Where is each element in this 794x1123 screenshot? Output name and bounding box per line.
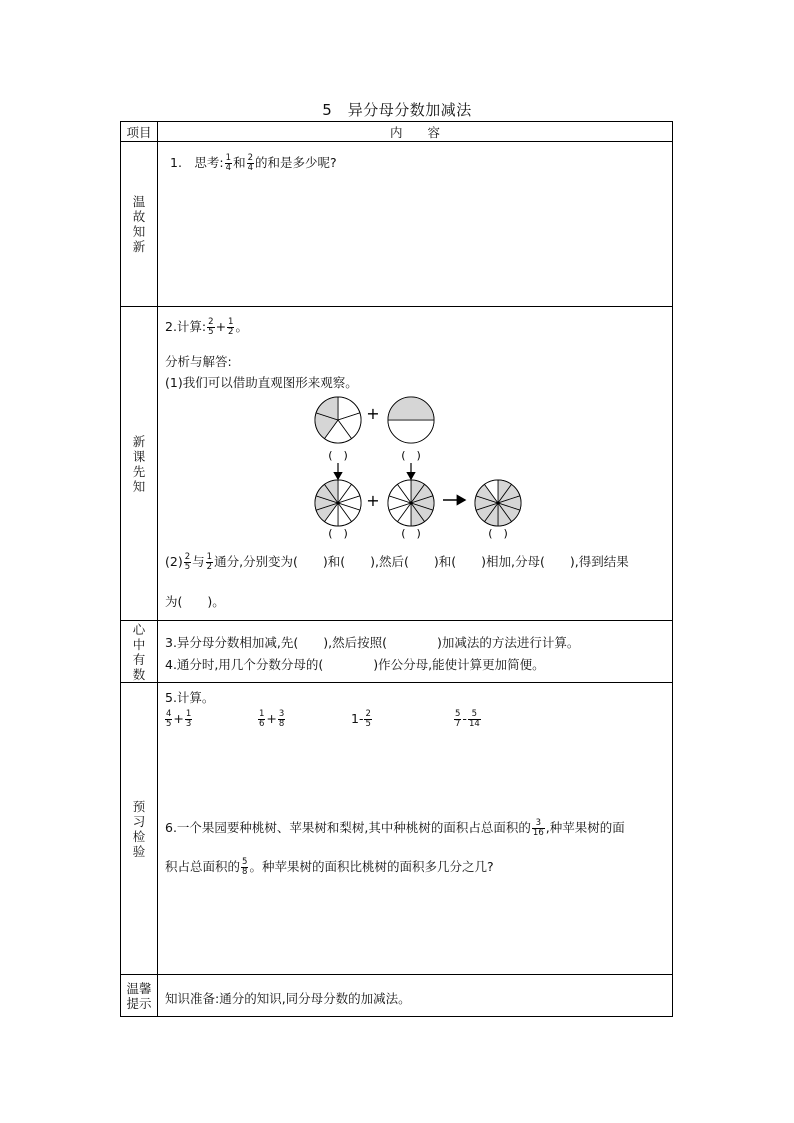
- exercise-1: $\frac{4}{5}$ + $\frac{1}{3}$: [166, 709, 192, 729]
- question-3: 3.异分母分数相加减,先( ),然后按照( )加减法的方法进行计算。: [165, 635, 580, 650]
- new-lesson-cell: [158, 307, 673, 621]
- circle-halves: [388, 397, 434, 443]
- step-1: (1)我们可以借助直观图形来观察。: [165, 375, 358, 390]
- circle-tenths-result: [475, 480, 521, 526]
- exercise-4: $\frac{5}{7}$ - $\frac{5}{14}$: [455, 709, 480, 729]
- blank-top-left: ( ): [328, 449, 348, 462]
- exercise-2: $\frac{1}{6}$ + $\frac{3}{8}$: [259, 709, 285, 729]
- tip-cell: [158, 975, 673, 1017]
- blank-bottom-3: ( ): [488, 527, 508, 540]
- preview-cell: [158, 683, 673, 975]
- question-1: 1. 思考: $\frac{1}{4}$ 和 $\frac{2}{4}$ 的和是多少呢?: [170, 153, 337, 173]
- question-6-line-2: 积占总面积的 $\frac{5}{8}$ 。种苹果树的面积比桃树的面积多几分之几?: [165, 857, 494, 877]
- fraction-circle-diagram: [158, 391, 675, 541]
- circle-tenths-2: [388, 480, 434, 526]
- exercise-3: 1- $\frac{2}{5}$: [351, 709, 371, 729]
- tip-text: 知识准备:通分的知识,同分母分数的加减法。: [165, 991, 411, 1006]
- mind-cell: [158, 621, 673, 683]
- circle-fifths: [315, 397, 361, 443]
- header-content: 内 容: [158, 122, 673, 142]
- label-tip: 温馨提示: [121, 975, 158, 1017]
- label-preview: 预习检验: [121, 683, 158, 975]
- fraction: $\frac{1}{2}$: [206, 552, 213, 572]
- sector: [388, 420, 434, 443]
- review-cell: [158, 142, 673, 307]
- question-6: 6.一个果园要种桃树、苹果树和梨树,其中种桃树的面积占总面积的 $\frac{3}{16}$ ,种苹果树的面: [165, 818, 625, 838]
- analysis-title: 分析与解答:: [165, 354, 232, 369]
- question-2: 2.计算: $\frac{2}{5}$ + $\frac{1}{2}$ 。: [165, 317, 248, 337]
- blank-bottom-1: ( ): [328, 527, 348, 540]
- question-5: 5.计算。: [165, 690, 215, 705]
- fraction: $\frac{1}{2}$: [228, 317, 234, 337]
- blank-top-right: ( ): [401, 449, 421, 462]
- plus-sign-top: +: [366, 404, 380, 423]
- worksheet-table: [120, 121, 673, 1017]
- label-review: 温故知新: [121, 142, 158, 307]
- circle-tenths-1: [315, 480, 361, 526]
- fraction: $\frac{2}{5}$: [184, 552, 191, 572]
- step-2: (2) $\frac{2}{5}$ 与 $\frac{1}{2}$ 通分,分别变为( )和( ),然后( )和( )相加,分母( ),得到结果: [165, 552, 629, 572]
- label-mind: 心中有数: [121, 621, 158, 683]
- step-2-line-2: 为( )。: [165, 594, 225, 609]
- fraction: $\frac{1}{4}$: [225, 153, 232, 173]
- fraction: $\frac{2}{5}$: [208, 317, 214, 337]
- fraction: $\frac{2}{4}$: [247, 153, 253, 173]
- question-4: 4.通分时,用几个分数分母的( )作公分母,能使计算更加简便。: [165, 657, 545, 672]
- plus-sign-bottom: +: [366, 491, 380, 510]
- page-title: 5 异分母分数加减法: [322, 101, 472, 119]
- shaded-sector: [388, 397, 434, 420]
- blank-bottom-2: ( ): [401, 527, 421, 540]
- label-new-lesson: 新课先知: [121, 307, 158, 621]
- header-item: 项目: [121, 122, 158, 142]
